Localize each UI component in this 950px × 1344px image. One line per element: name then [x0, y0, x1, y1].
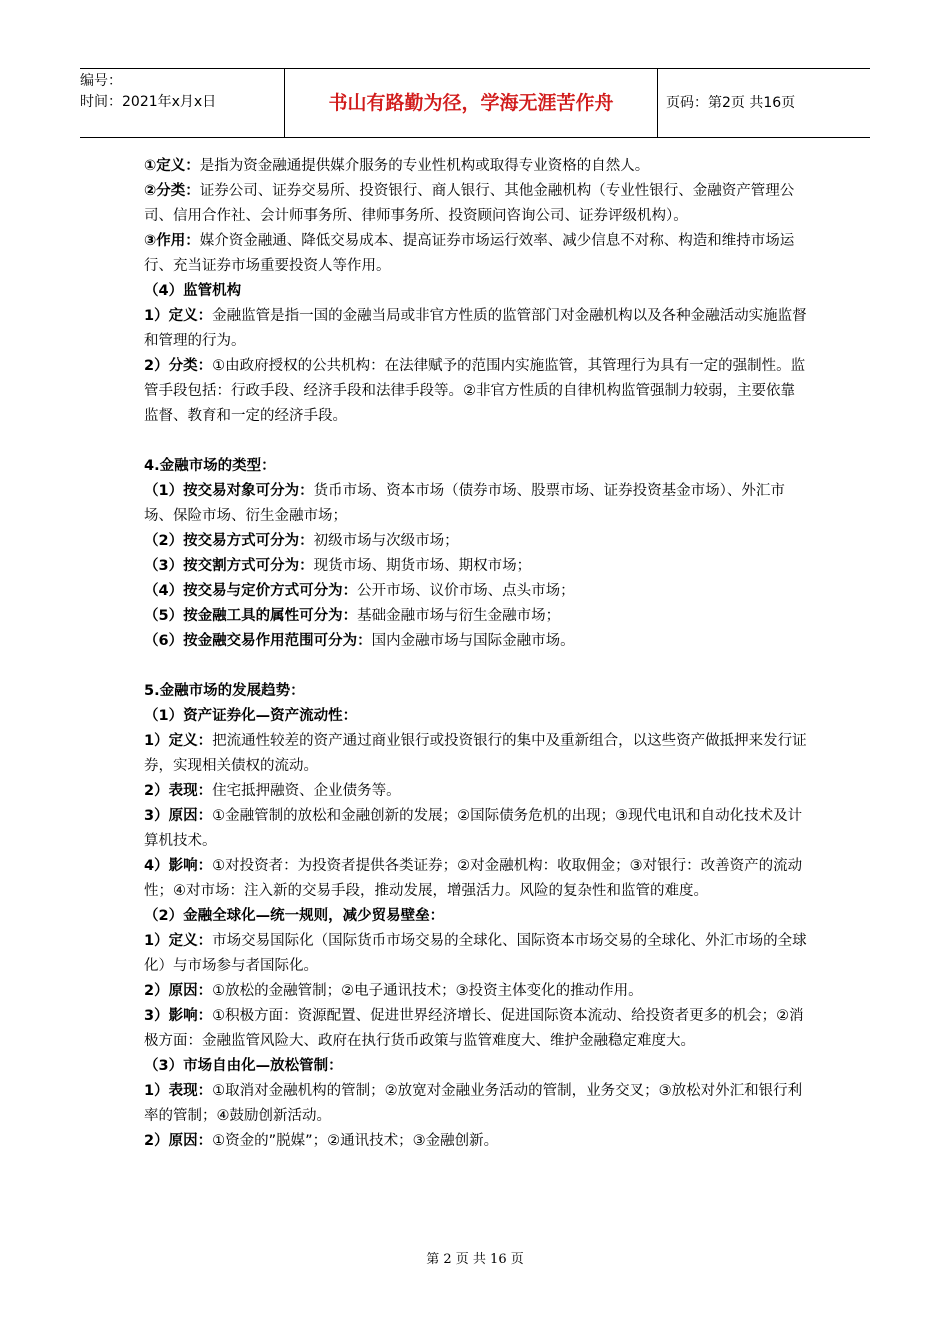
- paragraph: [144, 1054, 808, 1079]
- paragraph: [144, 354, 808, 429]
- paragraph-label: 1）表现：: [144, 1083, 213, 1099]
- paragraph-text: 金融监管是指一国的金融当局或非官方性质的监管部门对金融机构以及各种金融活动实施监督和管理的行为。: [144, 308, 807, 349]
- paragraph-label: （4）按交易与定价方式可分为：: [144, 583, 358, 599]
- paragraph-label: 4）影响：: [144, 858, 213, 874]
- paragraph-label: 2）原因：: [144, 983, 213, 999]
- page-footer: 第 2 页 共 16 页: [426, 1252, 524, 1267]
- paragraph: [144, 804, 808, 854]
- paragraph-text: ①对投资者：为投资者提供各类证券；②对金融机构：收取佣金；③对银行：改善资产的流动性；④对市场：注入新的交易手段，推动发展，增强活力。风险的复杂性和监管的难度。: [144, 858, 803, 899]
- paragraph: [144, 529, 808, 554]
- paragraph-text: 现货市场、期货市场、期权市场；: [313, 558, 532, 574]
- paragraph: [144, 479, 808, 529]
- header-left-cell: [80, 69, 284, 139]
- paragraph: [144, 279, 808, 304]
- paragraph-text: 证券公司、证券交易所、投资银行、商人银行、其他金融机构（专业性银行、金融资产管理公司、信用合作社、会计师事务所、律师事务所、投资顾问咨询公司、证券评级机构）。: [144, 183, 795, 224]
- paragraph-gap: [144, 654, 808, 679]
- paragraph: [144, 304, 808, 354]
- paragraph: [144, 1129, 808, 1154]
- paragraph-label: 1）定义：: [144, 933, 213, 949]
- paragraph-label: 1）定义：: [144, 308, 213, 324]
- paragraph-label: （3）按交割方式可分为：: [144, 558, 314, 574]
- paragraph-label: （6）按金融交易作用范围可分为：: [144, 633, 372, 649]
- paragraph: [144, 604, 808, 629]
- paragraph-text: 国内金融市场与国际金融市场。: [371, 633, 575, 649]
- header-motto: 书山有路勤为径，学海无涯苦作舟: [284, 69, 658, 137]
- paragraph-label: （2）按交易方式可分为：: [144, 533, 314, 549]
- paragraph: [144, 579, 808, 604]
- paragraph-label: 2）分类：: [144, 358, 213, 374]
- paragraph: [144, 929, 808, 979]
- paragraph-text: 把流通性较差的资产通过商业银行或投资银行的集中及重新组合，以这些资产做抵押来发行证券，实现相关债权的流动。: [144, 733, 807, 774]
- paragraph-text: 媒介资金融通、降低交易成本、提高证券市场运行效率、减少信息不对称、构造和维持市场运行、充当证券市场重要投资人等作用。: [144, 233, 795, 274]
- paragraph-label: 1）定义：: [144, 733, 213, 749]
- paragraph-text: 货币市场、资本市场（债券市场、股票市场、证券投资基金市场）、外汇市场、保险市场、衍生金融市场；: [144, 483, 785, 524]
- paragraph: [144, 679, 808, 704]
- paragraph-text: ①资金的”脱媒”；②通讯技术；③金融创新。: [212, 1133, 499, 1149]
- paragraph-label: 2）表现：: [144, 783, 213, 799]
- paragraph: [144, 1004, 808, 1054]
- paragraph-label: 5.金融市场的发展趋势：: [144, 683, 305, 699]
- paragraph: [144, 1079, 808, 1129]
- paragraph-label: （2）金融全球化—统一规则，减少贸易壁垒：: [144, 908, 445, 924]
- paragraph-gap: [144, 429, 808, 454]
- paragraph-label: 3）影响：: [144, 1008, 213, 1024]
- paragraph-text: ①积极方面：资源配置、促进世界经济增长、促进国际资本流动、给投资者更多的机会；②消极方面：金融监管风险大、政府在执行货币政策与监管难度大、维护金融稳定难度大。: [144, 1008, 804, 1049]
- paragraph-label: ③作用：: [144, 233, 200, 249]
- paragraph-text: ①放松的金融管制；②电子通讯技术；③投资主体变化的推动作用。: [212, 983, 643, 999]
- paragraph: [144, 229, 808, 279]
- paragraph-label: （5）按金融工具的属性可分为：: [144, 608, 358, 624]
- paragraph-label: 2）原因：: [144, 1133, 213, 1149]
- document-header: [80, 68, 870, 138]
- paragraph: [144, 779, 808, 804]
- time-label: 时间：2021年x月x日: [80, 94, 217, 110]
- paragraph-label: ②分类：: [144, 183, 200, 199]
- paragraph-text: ①金融管制的放松和金融创新的发展；②国际债务危机的出现；③现代电讯和自动化技术及计算机技术。: [144, 808, 803, 849]
- paragraph: [144, 454, 808, 479]
- paragraph: [144, 904, 808, 929]
- paragraph-label: ①定义：: [144, 158, 200, 174]
- paragraph-text: 住宅抵押融资、企业债务等。: [212, 783, 401, 799]
- paragraph-text: ①由政府授权的公共机构：在法律赋予的范围内实施监管，其管理行为具有一定的强制性。监管手段包括：行政手段、经济手段和法律手段等。②非官方性质的自律机构监管强制力较弱，主要依靠监督、教育和一定的经济手段。: [144, 358, 806, 424]
- paragraph: [144, 629, 808, 654]
- paragraph: [144, 179, 808, 229]
- paragraph-label: 4.金融市场的类型：: [144, 458, 276, 474]
- paragraph-label: （1）按交易对象可分为：: [144, 483, 314, 499]
- paragraph: [144, 554, 808, 579]
- paragraph: [144, 729, 808, 779]
- paragraph-label: （4）监管机构: [144, 283, 242, 299]
- paragraph: [144, 979, 808, 1004]
- paragraph-text: 市场交易国际化（国际货币市场交易的全球化、国际资本市场交易的全球化、外汇市场的全球化）与市场参与者国际化。: [144, 933, 807, 974]
- paragraph: [144, 154, 808, 179]
- paragraph-label: （3）市场自由化—放松管制：: [144, 1058, 343, 1074]
- paragraph-label: （1）资产证券化—资产流动性：: [144, 708, 358, 724]
- paragraph-text: 是指为资金融通提供媒介服务的专业性机构或取得专业资格的自然人。: [199, 158, 650, 174]
- document-body: [144, 154, 808, 1154]
- paragraph-text: 初级市场与次级市场；: [313, 533, 459, 549]
- paragraph: [144, 854, 808, 904]
- header-page-info: 页码：第2页 共16页: [666, 95, 796, 111]
- paragraph-text: 公开市场、议价市场、点头市场；: [357, 583, 575, 599]
- paragraph: [144, 704, 808, 729]
- code-label: 编号：: [80, 73, 122, 89]
- paragraph-label: 3）原因：: [144, 808, 213, 824]
- paragraph-text: ①取消对金融机构的管制；②放宽对金融业务活动的管制，业务交叉；③放松对外汇和银行利率的管制；④鼓励创新活动。: [144, 1083, 803, 1124]
- paragraph-text: 基础金融市场与衍生金融市场；: [357, 608, 561, 624]
